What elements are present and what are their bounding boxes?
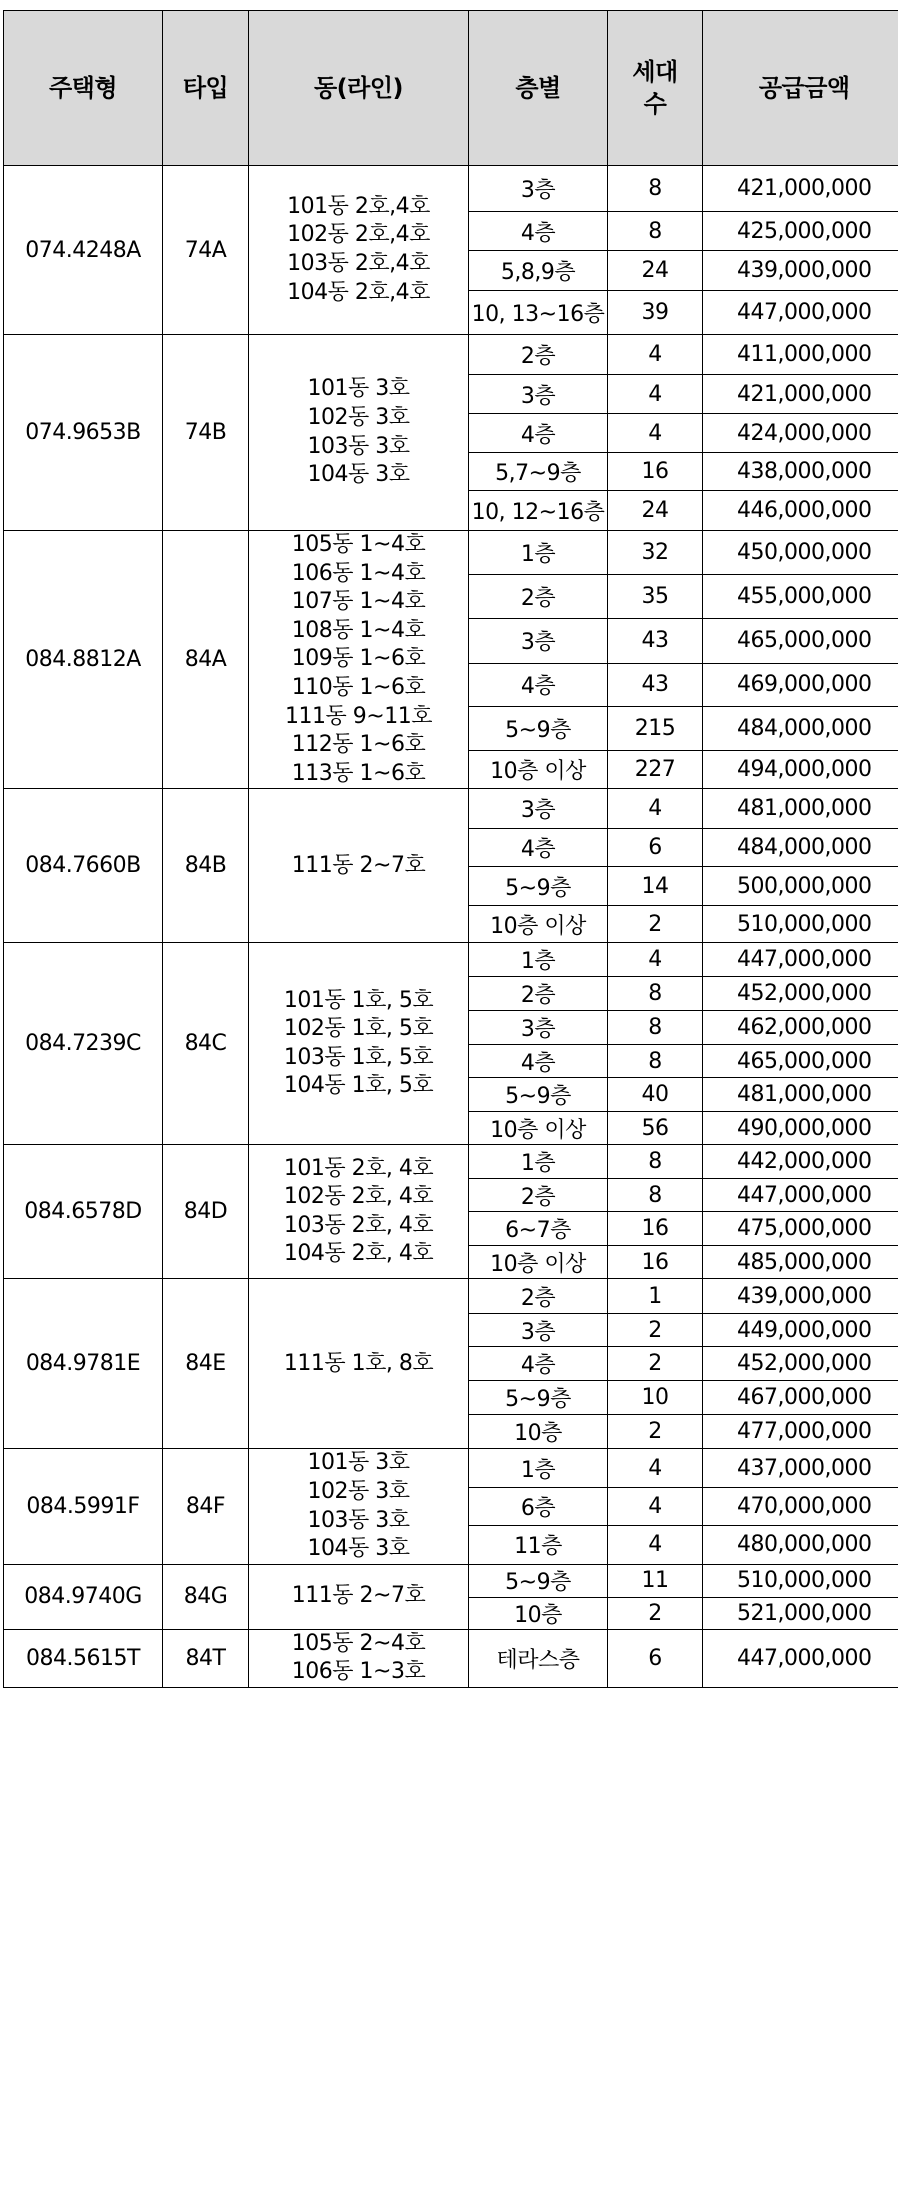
building-line-cell [249, 1279, 469, 1449]
header-type: 타입 [163, 11, 249, 166]
floor-cell: 3층 [469, 619, 608, 663]
floor-cell: 5~9층 [469, 867, 608, 906]
households-cell: 8 [608, 212, 703, 251]
floor-cell: 10층 이상 [469, 1246, 608, 1279]
households-cell: 14 [608, 867, 703, 906]
building-line-text: 111동 2~7호 [291, 852, 426, 878]
households-cell: 4 [608, 414, 703, 453]
table-row [4, 789, 898, 829]
price-cell: 484,000,000 [703, 829, 898, 867]
floor-cell: 10층 [469, 1415, 608, 1449]
building-line-text: 104동 1호, 5호 [283, 1073, 434, 1099]
floor-cell: 2층 [469, 977, 608, 1011]
floor-cell: 2층 [469, 575, 608, 619]
price-cell: 494,000,000 [703, 750, 898, 789]
building-line-cell [249, 1629, 469, 1687]
building-line-text: 112동 1~6호 [291, 732, 426, 758]
type-cell: 84G [163, 1564, 249, 1629]
header-households [608, 11, 703, 166]
building-line-text: 111동 1호, 8호 [283, 1350, 434, 1376]
building-line-text: 102동 3호 [307, 1478, 410, 1504]
price-cell: 452,000,000 [703, 977, 898, 1011]
floor-cell: 4층 [469, 829, 608, 867]
households-cell: 4 [608, 1449, 703, 1488]
building-line-text: 104동 2호,4호 [287, 279, 430, 305]
building-line-text: 110동 1~6호 [291, 674, 426, 700]
households-cell: 2 [608, 1597, 703, 1629]
building-line-cell [249, 1145, 469, 1279]
building-line-cell [249, 1449, 469, 1564]
price-cell: 510,000,000 [703, 906, 898, 943]
type-cell: 84C [163, 943, 249, 1145]
floor-cell: 2층 [469, 1279, 608, 1314]
households-cell: 2 [608, 906, 703, 943]
households-cell: 2 [608, 1314, 703, 1347]
building-line-text: 102동 2호,4호 [287, 222, 430, 248]
price-cell: 475,000,000 [703, 1212, 898, 1246]
building-line-text: 106동 1~4호 [291, 560, 426, 586]
floor-cell: 6층 [469, 1488, 608, 1526]
price-cell: 484,000,000 [703, 706, 898, 750]
price-cell: 510,000,000 [703, 1564, 898, 1597]
floor-cell: 1층 [469, 943, 608, 977]
price-cell: 500,000,000 [703, 867, 898, 906]
households-cell: 215 [608, 706, 703, 750]
price-cell: 465,000,000 [703, 1045, 898, 1078]
building-line-cell [249, 943, 469, 1145]
header-building-line: 동(라인) [249, 11, 469, 166]
households-cell: 6 [608, 1629, 703, 1687]
building-line-text: 108동 1~4호 [291, 617, 426, 643]
price-cell: 411,000,000 [703, 335, 898, 375]
floor-cell: 1층 [469, 1145, 608, 1179]
price-cell: 446,000,000 [703, 491, 898, 531]
households-cell: 4 [608, 943, 703, 977]
housing-type-cell: 084.5615T [4, 1629, 163, 1687]
price-cell: 481,000,000 [703, 1078, 898, 1112]
price-cell: 462,000,000 [703, 1011, 898, 1045]
price-cell: 469,000,000 [703, 663, 898, 706]
building-line-text: 113동 1~6호 [291, 760, 426, 786]
building-line-text: 106동 1~3호 [291, 1659, 426, 1685]
housing-type-cell: 084.9740G [4, 1564, 163, 1629]
table-row [4, 943, 898, 977]
floor-cell: 4층 [469, 414, 608, 453]
building-line-text: 102동 3호 [307, 404, 410, 430]
price-cell: 477,000,000 [703, 1415, 898, 1449]
building-line-text: 101동 2호, 4호 [283, 1155, 434, 1181]
price-cell: 490,000,000 [703, 1112, 898, 1145]
households-cell: 32 [608, 531, 703, 575]
building-line-text: 111동 2~7호 [291, 1583, 426, 1609]
housing-type-cell: 074.9653B [4, 335, 163, 531]
price-cell: 452,000,000 [703, 1347, 898, 1381]
households-cell: 1 [608, 1279, 703, 1314]
households-cell: 4 [608, 789, 703, 829]
table-row [4, 1629, 898, 1687]
floor-cell: 4층 [469, 212, 608, 251]
households-cell: 24 [608, 491, 703, 531]
households-cell: 4 [608, 1488, 703, 1526]
households-cell: 8 [608, 1179, 703, 1212]
floor-cell: 10, 12~16층 [469, 491, 608, 531]
floor-cell: 4층 [469, 1347, 608, 1381]
floor-cell: 2층 [469, 1179, 608, 1212]
floor-cell: 5~9층 [469, 1381, 608, 1415]
floor-cell: 1층 [469, 1449, 608, 1488]
header-floor: 층별 [469, 11, 608, 166]
floor-cell: 10층 이상 [469, 906, 608, 943]
building-line-text: 111동 9~11호 [285, 703, 432, 729]
building-line-text: 102동 2호, 4호 [283, 1184, 434, 1210]
price-cell: 421,000,000 [703, 166, 898, 212]
building-line-text: 103동 3호 [307, 433, 410, 459]
price-cell: 481,000,000 [703, 789, 898, 829]
households-cell: 35 [608, 575, 703, 619]
table-row [4, 1449, 898, 1488]
households-cell: 2 [608, 1347, 703, 1381]
building-line-text: 105동 1~4호 [291, 532, 426, 557]
building-line-cell [249, 789, 469, 943]
households-cell: 24 [608, 251, 703, 291]
floor-cell: 5~9층 [469, 1078, 608, 1112]
header-housing-type: 주택형 [4, 11, 163, 166]
housing-type-cell: 084.9781E [4, 1279, 163, 1449]
floor-cell: 3층 [469, 789, 608, 829]
households-cell: 56 [608, 1112, 703, 1145]
households-cell: 2 [608, 1415, 703, 1449]
households-cell: 8 [608, 1145, 703, 1179]
housing-type-cell: 074.4248A [4, 166, 163, 335]
price-cell: 421,000,000 [703, 375, 898, 414]
price-cell: 437,000,000 [703, 1449, 898, 1488]
type-cell: 74B [163, 335, 249, 531]
building-line-text: 104동 2호, 4호 [283, 1241, 434, 1267]
price-cell: 439,000,000 [703, 251, 898, 291]
floor-cell: 10층 이상 [469, 1112, 608, 1145]
price-cell: 439,000,000 [703, 1279, 898, 1314]
price-cell: 480,000,000 [703, 1525, 898, 1564]
floor-cell: 2층 [469, 335, 608, 375]
households-cell: 4 [608, 1525, 703, 1564]
price-cell: 425,000,000 [703, 212, 898, 251]
type-cell: 84B [163, 789, 249, 943]
price-cell: 447,000,000 [703, 1629, 898, 1687]
households-cell: 8 [608, 1045, 703, 1078]
floor-cell: 3층 [469, 375, 608, 414]
households-cell: 8 [608, 166, 703, 212]
building-line-text: 103동 2호, 4호 [283, 1212, 434, 1238]
building-line-text: 101동 3호 [307, 376, 410, 402]
table-row [4, 1564, 898, 1597]
floor-cell: 5,8,9층 [469, 251, 608, 291]
households-cell: 10 [608, 1381, 703, 1415]
price-cell: 442,000,000 [703, 1145, 898, 1179]
type-cell: 74A [163, 166, 249, 335]
floor-cell: 5~9층 [469, 706, 608, 750]
floor-cell: 3층 [469, 166, 608, 212]
floor-cell: 11층 [469, 1525, 608, 1564]
floor-cell: 3층 [469, 1011, 608, 1045]
households-cell: 227 [608, 750, 703, 789]
price-cell: 447,000,000 [703, 291, 898, 335]
price-cell: 450,000,000 [703, 531, 898, 575]
households-cell: 43 [608, 663, 703, 706]
households-cell: 6 [608, 829, 703, 867]
households-cell: 16 [608, 453, 703, 491]
households-cell: 40 [608, 1078, 703, 1112]
floor-cell: 6~7층 [469, 1212, 608, 1246]
housing-type-cell: 084.6578D [4, 1145, 163, 1279]
price-cell: 438,000,000 [703, 453, 898, 491]
households-cell: 16 [608, 1246, 703, 1279]
households-cell: 16 [608, 1212, 703, 1246]
type-cell: 84T [163, 1629, 249, 1687]
households-cell: 39 [608, 291, 703, 335]
building-line-text: 105동 2~4호 [291, 1630, 426, 1656]
type-cell: 84E [163, 1279, 249, 1449]
building-line-text: 101동 2호,4호 [287, 193, 430, 219]
building-line-text: 104동 3호 [307, 1536, 410, 1562]
building-line-cell [249, 1564, 469, 1629]
table-row [4, 1145, 898, 1179]
type-cell: 84A [163, 531, 249, 789]
floor-cell: 1층 [469, 531, 608, 575]
households-cell: 8 [608, 1011, 703, 1045]
price-cell: 424,000,000 [703, 414, 898, 453]
floor-cell: 5,7~9층 [469, 453, 608, 491]
building-line-text: 103동 2호,4호 [287, 251, 430, 276]
price-cell: 465,000,000 [703, 619, 898, 663]
price-cell: 467,000,000 [703, 1381, 898, 1415]
floor-cell: 테라스층 [469, 1629, 608, 1687]
households-cell: 8 [608, 977, 703, 1011]
type-cell: 84D [163, 1145, 249, 1279]
type-cell: 84F [163, 1449, 249, 1564]
households-cell: 11 [608, 1564, 703, 1597]
housing-type-cell: 084.7660B [4, 789, 163, 943]
building-line-text: 101동 3호 [307, 1450, 410, 1476]
price-cell: 470,000,000 [703, 1488, 898, 1526]
price-cell: 521,000,000 [703, 1597, 898, 1629]
building-line-text: 101동 1호, 5호 [283, 987, 434, 1013]
households-cell: 4 [608, 335, 703, 375]
building-line-text: 107동 1~4호 [291, 589, 426, 615]
supply-price-table [3, 10, 898, 1688]
building-line-text: 102동 1호, 5호 [283, 1016, 434, 1042]
building-line-text: 104동 3호 [307, 462, 410, 488]
price-cell: 455,000,000 [703, 575, 898, 619]
building-line-text: 109동 1~6호 [291, 646, 426, 672]
table-row [4, 166, 898, 212]
table-row [4, 1279, 898, 1314]
building-line-text: 103동 1호, 5호 [283, 1044, 434, 1070]
households-cell: 4 [608, 375, 703, 414]
floor-cell: 10층 이상 [469, 750, 608, 789]
building-line-cell [249, 166, 469, 335]
price-cell: 485,000,000 [703, 1246, 898, 1279]
table-header [4, 11, 898, 166]
households-cell: 43 [608, 619, 703, 663]
housing-type-cell: 084.5991F [4, 1449, 163, 1564]
price-cell: 449,000,000 [703, 1314, 898, 1347]
price-cell: 447,000,000 [703, 943, 898, 977]
building-line-cell [249, 531, 469, 789]
header-households-line2: 수 [643, 90, 667, 118]
header-households-line1: 세대 [632, 57, 678, 86]
housing-type-cell: 084.7239C [4, 943, 163, 1145]
price-cell: 447,000,000 [703, 1179, 898, 1212]
floor-cell: 5~9층 [469, 1564, 608, 1597]
housing-type-cell: 084.8812A [4, 531, 163, 789]
floor-cell: 4층 [469, 663, 608, 706]
building-line-cell [249, 335, 469, 531]
floor-cell: 10, 13~16층 [469, 291, 608, 335]
building-line-text: 103동 3호 [307, 1507, 410, 1533]
header-row [4, 11, 898, 166]
header-price: 공급금액 [703, 11, 898, 166]
table-row [4, 531, 898, 575]
floor-cell: 4층 [469, 1045, 608, 1078]
table-body [4, 166, 898, 1688]
table-row [4, 335, 898, 375]
floor-cell: 3층 [469, 1314, 608, 1347]
floor-cell: 10층 [469, 1597, 608, 1629]
